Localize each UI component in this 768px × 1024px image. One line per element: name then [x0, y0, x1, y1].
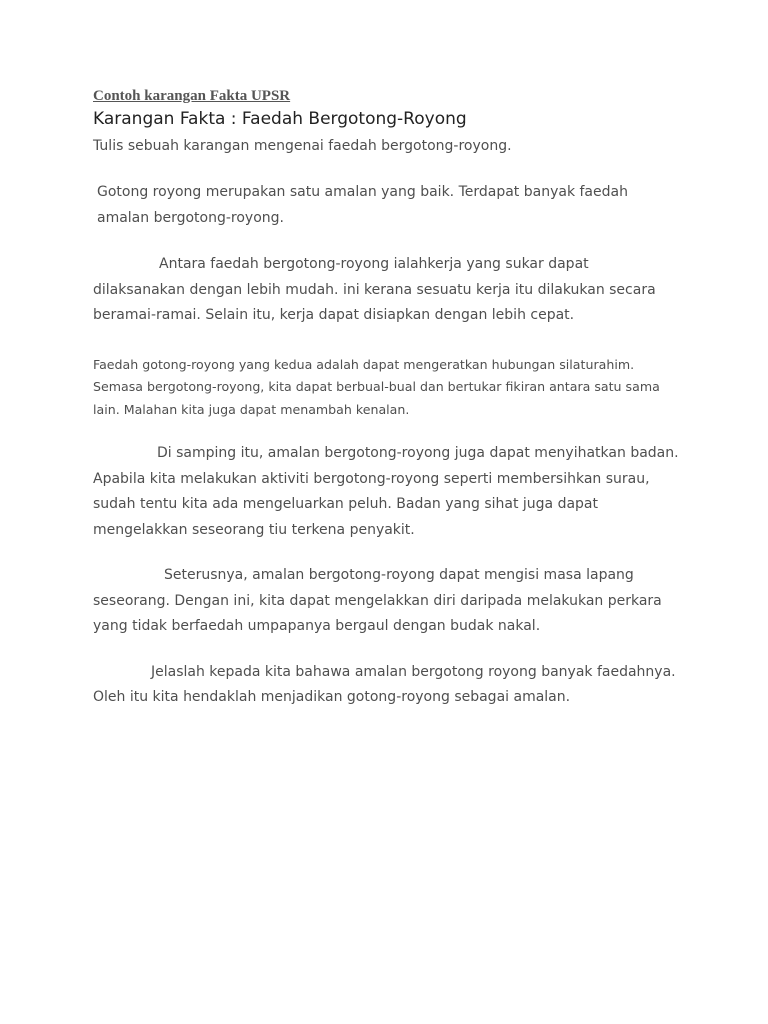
instruction-text: Tulis sebuah karangan mengenai faedah bergotong-royong. — [93, 138, 512, 154]
document-heading: Karangan Fakta : Faedah Bergotong-Royong — [93, 109, 467, 129]
document-page — [93, 86, 683, 711]
paragraph-first-benefit: Antara faedah bergotong-royong ialahkerja yang sukar dapat dilaksanakan dengan lebih mudah. ini kerana sesuatu kerja itu dilakukan secara beramai-ramai. Selain itu, kerja dapat disiapkan dengan lebih cepat. — [93, 256, 656, 323]
paragraph-fourth-benefit: Seterusnya, amalan bergotong-royong dapat mengisi masa lapang seseorang. Dengan ini, kita dapat mengelakkan diri daripada melakukan perkara yang tidak berfaedah umpapanya bergaul dengan budak nakal. — [93, 567, 662, 634]
paragraph-conclusion: Jelaslah kepada kita bahawa amalan bergotong royong banyak faedahnya. Oleh itu kita hendaklah menjadikan gotong-royong sebagai amalan. — [93, 663, 676, 705]
document-link-title[interactable]: Contoh karangan Fakta UPSR — [93, 88, 291, 104]
paragraph-introduction: Gotong royong merupakan satu amalan yang baik. Terdapat banyak faedah amalan bergotong-royong. — [97, 184, 628, 226]
paragraph-third-benefit: Di samping itu, amalan bergotong-royong juga dapat menyihatkan badan. Apabila kita melakukan aktiviti bergotong-royong seperti membersihkan surau, sudah tentu kita ada mengeluarkan peluh. Badan yang sihat juga dapat mengelakkan seseorang tiu terkena penyakit. — [93, 445, 679, 538]
paragraph-second-benefit: Faedah gotong-royong yang kedua adalah dapat mengeratkan hubungan silaturahim. Semasa bergotong-royong, kita dapat berbual-bual dan bertukar fikiran antara satu sama lain. Malahan kita juga dapat menambah kenalan. — [93, 356, 660, 417]
